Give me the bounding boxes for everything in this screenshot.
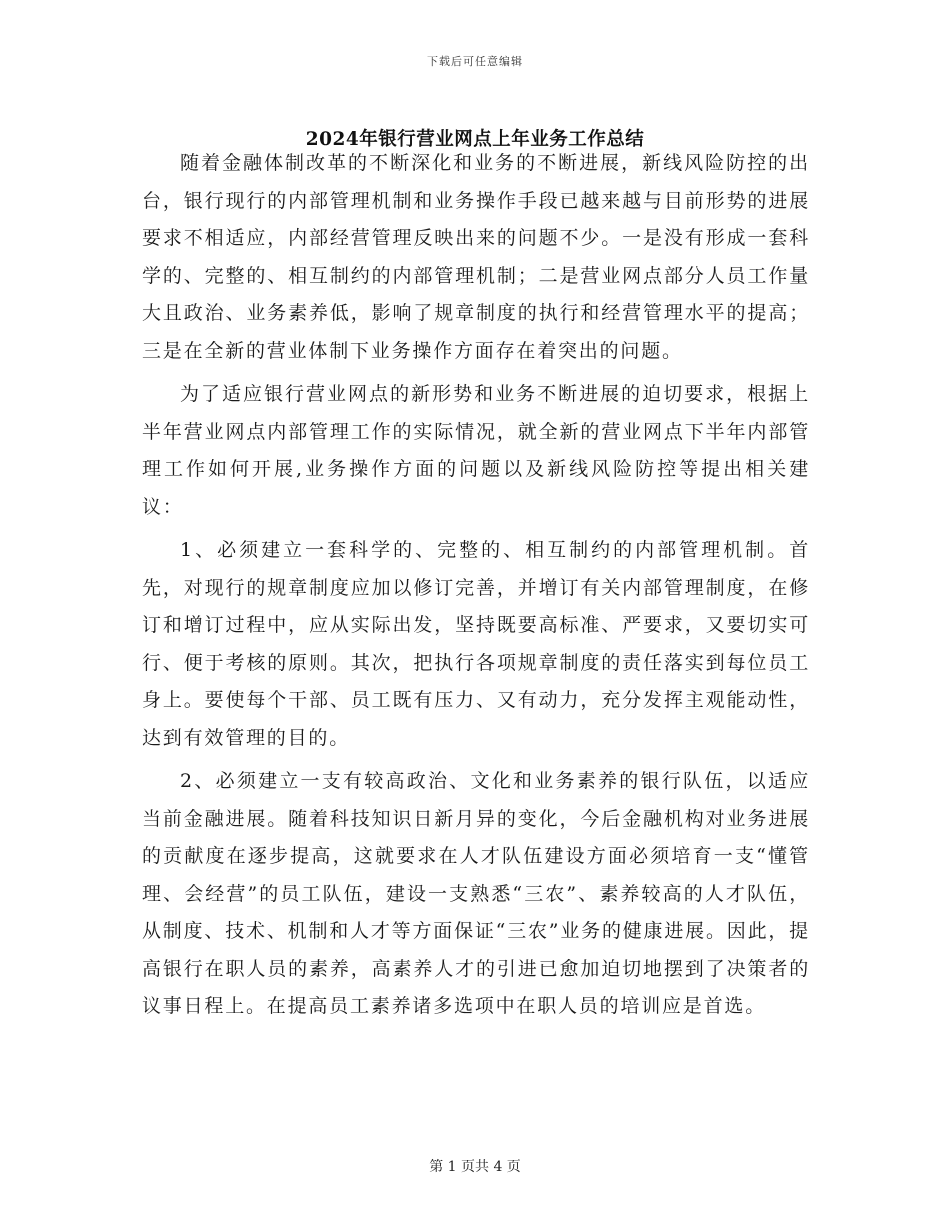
page-number: 第 1 页共 4 页 xyxy=(429,1159,521,1175)
document-body xyxy=(142,145,810,1032)
paragraph-item-2: 2、必须建立一支有较高政治、文化和业务素养的银行队伍，以适应当前金融进展。随着科技知识日新月异的变化，今后金融机构对业务进展的贡献度在逐步提高，这就要求在人才队伍建设方面必须培育一支“懂管理、会经营”的员工队伍，建设一支熟悉“三农”、素养较高的人才队伍，从制度、技术、机制和人才等方面保证“三农”业务的健康进展。因此，提高银行在职人员的素养，高素养人才的引进已愈加迫切地摆到了决策者的议事日程上。在提高员工素养诸多选项中在职人员的培训应是首选。 xyxy=(142,770,810,1017)
page-header: 下载后可任意编辑 xyxy=(427,55,523,68)
document-title: 2024年银行营业网点上年业务工作总结 xyxy=(305,129,645,151)
paragraph-intro: 随着金融体制改革的不断深化和业务的不断进展，新线风险防控的出台，银行现行的内部管理机制和业务操作手段已越来越与目前形势的进展要求不相适应，内部经营管理反映出来的问题不少。一是没有形成一套科学的、完整的、相互制约的内部管理机制；二是营业网点部分人员工作量大且政治、业务素养低，影响了规章制度的执行和经营管理水平的提高；三是在全新的营业体制下业务操作方面存在着突出的问题。 xyxy=(142,152,810,362)
paragraph-item-1: 1、必须建立一套科学的、完整的、相互制约的内部管理机制。首先，对现行的规章制度应加以修订完善，并增订有关内部管理制度，在修订和增订过程中，应从实际出发，坚持既要高标准、严要求，又要切实可行、便于考核的原则。其次，把执行各项规章制度的责任落实到每位员工身上。要使每个干部、员工既有压力、又有动力，充分发挥主观能动性，达到有效管理的目的。 xyxy=(142,539,810,749)
paragraph-purpose: 为了适应银行营业网点的新形势和业务不断进展的迫切要求，根据上半年营业网点内部管理工作的实际情况，就全新的营业网点下半年内部管理工作如何开展,业务操作方面的问题以及新线风险防控等提出相关建议： xyxy=(142,383,810,518)
